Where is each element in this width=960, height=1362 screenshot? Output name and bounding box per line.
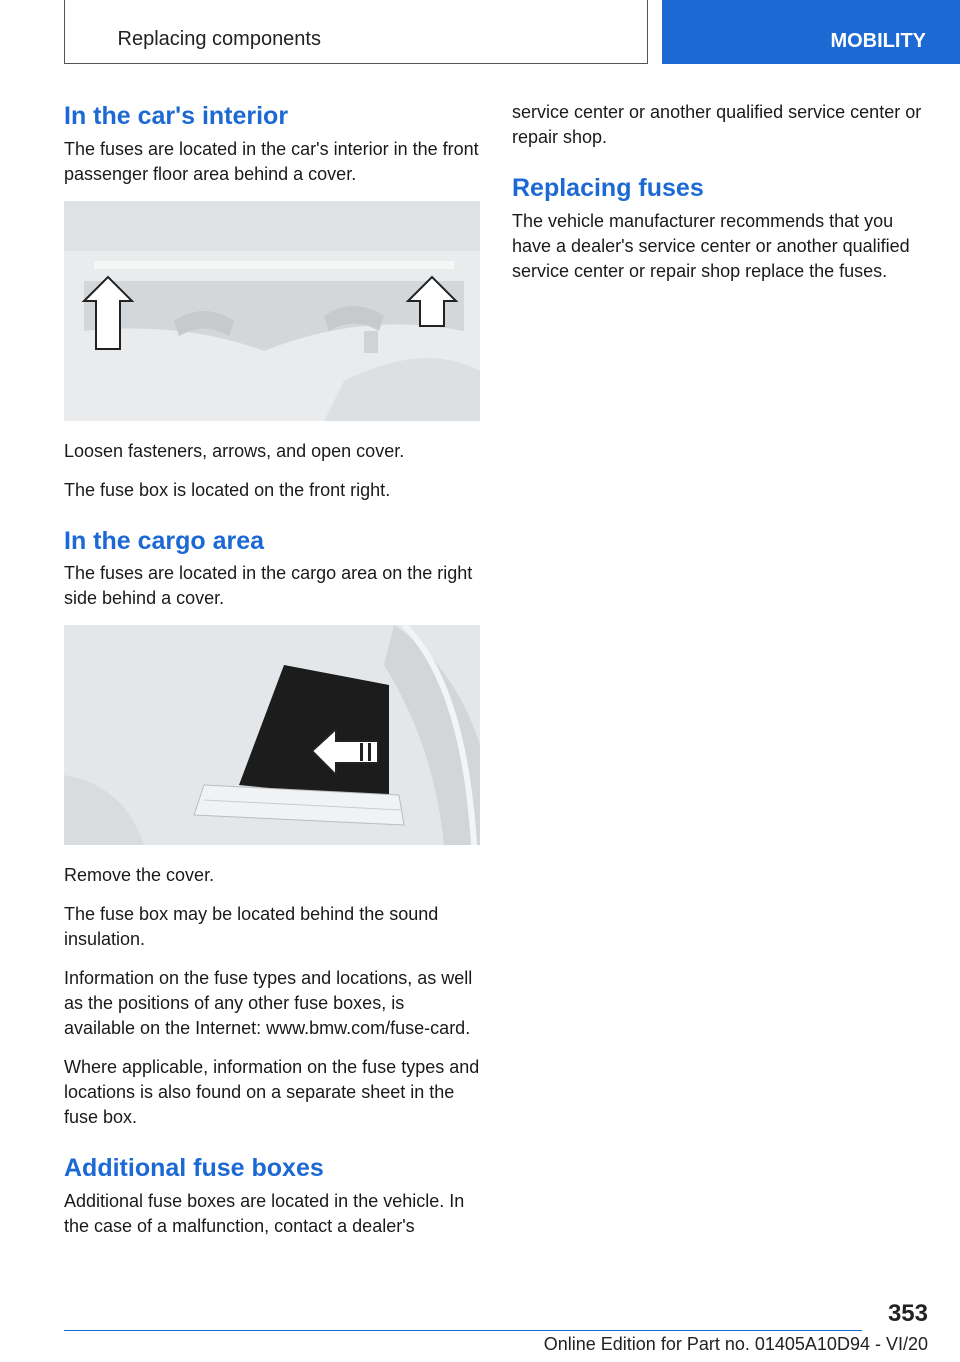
paragraph: The fuse box may be located behind the sound insulation. bbox=[64, 904, 439, 949]
paragraph: Loosen fasteners, arrows, and open cover. bbox=[64, 440, 405, 461]
cargo-cover-image bbox=[64, 625, 480, 845]
heading-cargo-area: In the cargo area bbox=[64, 526, 265, 555]
right-column bbox=[512, 100, 926, 298]
paragraph: Information on the fuse types and locations, as well as the positions of any other fuse boxes, is available on the Internet: www.bmw.com/fuse-card. bbox=[64, 968, 473, 1038]
left-column bbox=[64, 100, 480, 1253]
interior-cover-image bbox=[64, 201, 480, 421]
heading-additional-fuse-boxes: Additional fuse boxes bbox=[64, 1154, 324, 1182]
footer-edition: Online Edition for Part no. 01405A10D94 - VI/20 bbox=[543, 1334, 928, 1354]
heading-replacing-fuses: Replacing fuses bbox=[512, 174, 704, 202]
heading-cars-interior: In the car's interior bbox=[64, 102, 289, 130]
paragraph: service center or another qualified service center or repair shop. bbox=[512, 102, 922, 147]
paragraph: Remove the cover. bbox=[64, 865, 215, 885]
header-section-box bbox=[64, 0, 648, 64]
paragraph: Where applicable, information on the fuse types and locations is also found on a separate sheet in the fuse box. bbox=[64, 1057, 480, 1127]
paragraph: The vehicle manufacturer recommends that you have a dealer's service center or another qualified service center or repair shop replace the fuses. bbox=[512, 210, 910, 281]
header-section-title: Replacing components bbox=[117, 28, 321, 50]
paragraph: The fuse box is located on the front right. bbox=[64, 479, 391, 500]
footer-divider bbox=[64, 1330, 862, 1331]
paragraph: Additional fuse boxes are located in the vehicle. In the case of a malfunction, contact a dealer's bbox=[64, 1190, 465, 1236]
header-chapter-tab[interactable]: MOBILITY bbox=[662, 0, 960, 64]
paragraph: The fuses are located in the car's interior in the front passenger floor area behind a cover. bbox=[64, 138, 479, 184]
paragraph: The fuses are located in the cargo area on the right side behind a cover. bbox=[64, 563, 473, 608]
page-number: 353 bbox=[887, 1300, 928, 1327]
